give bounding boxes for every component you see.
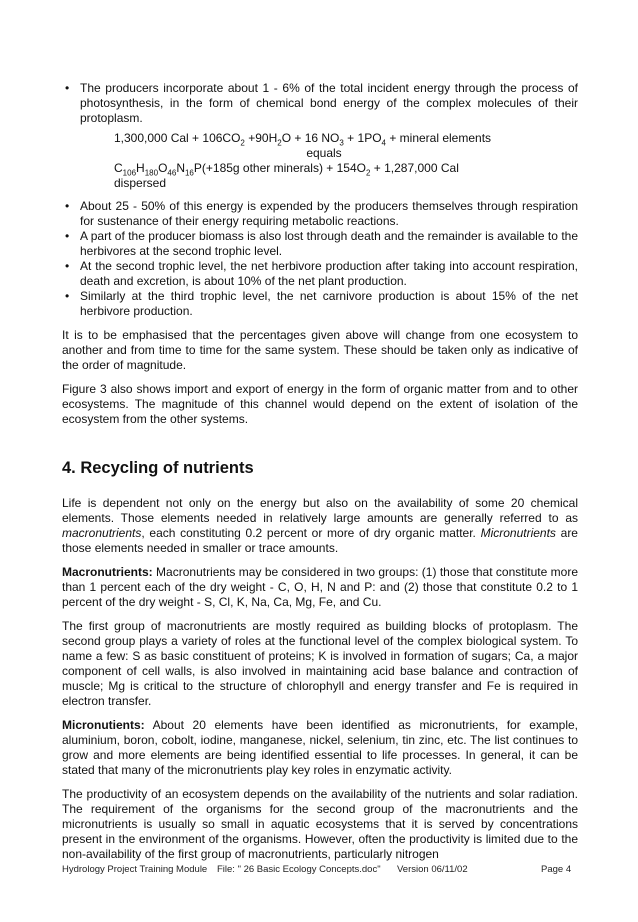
subscript: 2: [240, 138, 245, 148]
bullet-icon: •: [65, 259, 70, 273]
formula-text: +90H: [244, 131, 278, 145]
subscript: 106: [122, 168, 137, 178]
footer-version: Version 06/11/02: [397, 864, 468, 875]
bullet-item: [62, 289, 578, 319]
bullet-icon: •: [65, 289, 70, 303]
subscript: 2: [366, 168, 371, 178]
bullet-text: At the second trophic level, the net herbivore production after taking into account respiration, death and excretion, is about 10% of the net plant production.: [80, 259, 578, 288]
footer-page: Page 4: [541, 864, 572, 875]
equation-line-3: [114, 161, 514, 191]
bullet-item: [62, 229, 578, 259]
footer-file: File: " 26 Basic Ecology Concepts.doc": [217, 864, 381, 875]
text: , each constituting 0.2 percent or more of dry organic matter.: [141, 526, 481, 540]
term-micronutrients: Micronutrients: [480, 526, 556, 540]
formula-text: H: [136, 161, 145, 175]
label: Macronutrients:: [62, 565, 153, 579]
subscript: 2: [277, 138, 282, 148]
equation-equals: equals: [306, 146, 342, 160]
formula-text: + 1,287,000 Cal dispersed: [114, 161, 459, 190]
formula-text: C: [114, 161, 123, 175]
label: Micronutients:: [62, 718, 145, 732]
bullet-icon: •: [65, 229, 70, 243]
subscript: 3: [339, 138, 344, 148]
formula-text: O: [158, 161, 168, 175]
bullet-text: A part of the producer biomass is also lost through death and the remainder is available to the herbivores at the second trophic level.: [80, 229, 578, 258]
bullet-item: [62, 259, 578, 289]
subscript: 180: [144, 168, 159, 178]
paragraph: The first group of macronutrients are mostly required as building blocks of protoplasm. The second group plays a variety of roles at the functional level of the complex biological system. To name a few: S as basic constituent of proteins; K is involved in formation of sugars; Ca, a major component of cell walls, is also involved in maintaining acid base balance and contraction of muscle; Mg is critical to the structure of chlorophyll and energy transfer and Fe is required in electron transfer.: [62, 619, 578, 708]
subscript: 46: [167, 168, 177, 178]
formula-text: N: [176, 161, 185, 175]
paragraph: [62, 565, 578, 610]
bullet-icon: •: [65, 199, 70, 213]
subscript: 16: [184, 168, 194, 178]
paragraph: Figure 3 also shows import and export of energy in the form of organic matter from and to other ecosystems. The magnitude of this channel would depend on the extent of isolation of the ecosystem from the other systems.: [62, 382, 578, 426]
subscript: 4: [381, 138, 386, 148]
bullet-text: About 25 - 50% of this energy is expended by the producers themselves through respiration for sustenance of their energy requiring metabolic reactions.: [80, 199, 578, 228]
bullet-text: Similarly at the third trophic level, the net carnivore production is about 15% of the net herbivore production.: [80, 289, 578, 318]
footer-module: Hydrology Project Training Module: [62, 864, 208, 875]
text: Life is dependent not only on the energy but also on the availability of some 20 chemical elements. Those elements needed in relatively large amounts are generally referred to as: [62, 496, 578, 525]
bullet-item: [62, 199, 578, 229]
term-macronutrients: macronutrients: [62, 526, 142, 540]
bullet-item: [62, 81, 578, 126]
equation: [114, 131, 514, 191]
formula-text: 1,300,000 Cal + 106CO: [114, 131, 241, 145]
formula-text: O + 16 NO: [281, 131, 340, 145]
footer: [62, 862, 578, 922]
bullet-text: The producers incorporate about 1 - 6% of the total incident energy through the process of photosynthesis, in the form of chemical bond energy of the complex molecules of their protoplasm.: [80, 81, 578, 125]
text: are those elements needed in smaller or trace amounts.: [62, 526, 578, 555]
text: About 20 elements have been identified as micronutrients, for example, aluminium, boron, cobolt, iodine, manganese, nickel, selenium, tin zinc, etc. The list continues to grow and more elements are being identified essential to life processes. In general, it can be stated that many of the micronutrients play key roles in enzymatic activity.: [62, 718, 578, 777]
paragraph: The productivity of an ecosystem depends on the availability of the nutrients and solar radiation. The requirement of the organisms for the second group of the macronutrients and the micronutrients is usually so small in aquatic ecosystems that it is served by concentrations present in the environment of the organisms. However, often the productivity is limited due to the non-availability of the first group of macronutrients, particularly nitrogen: [62, 787, 578, 861]
section-heading: 4. Recycling of nutrients: [62, 459, 254, 477]
formula-text: P(+185g other minerals) + 154O: [193, 161, 366, 175]
formula-text: + 1PO: [343, 131, 382, 145]
equation-line-1: [114, 131, 514, 146]
paragraph: [62, 718, 578, 778]
paragraph: It is to be emphasised that the percentages given above will change from one ecosystem to another and from time to time for the same system. These should be taken only as indicative of the order of magnitude.: [62, 328, 578, 372]
formula-text: + mineral elements: [385, 131, 492, 145]
bullet-icon: •: [65, 81, 70, 95]
text: Macronutrients may be considered in two groups: (1) those that constitute more than 1 percent each of the dry weight - C, O, H, N and P: and (2) those that constitute 0.2 to 1 percent of the dry weight - S, Cl, K, Na, Ca, Mg, Fe, and Cu.: [62, 565, 578, 609]
paragraph: [62, 496, 578, 556]
